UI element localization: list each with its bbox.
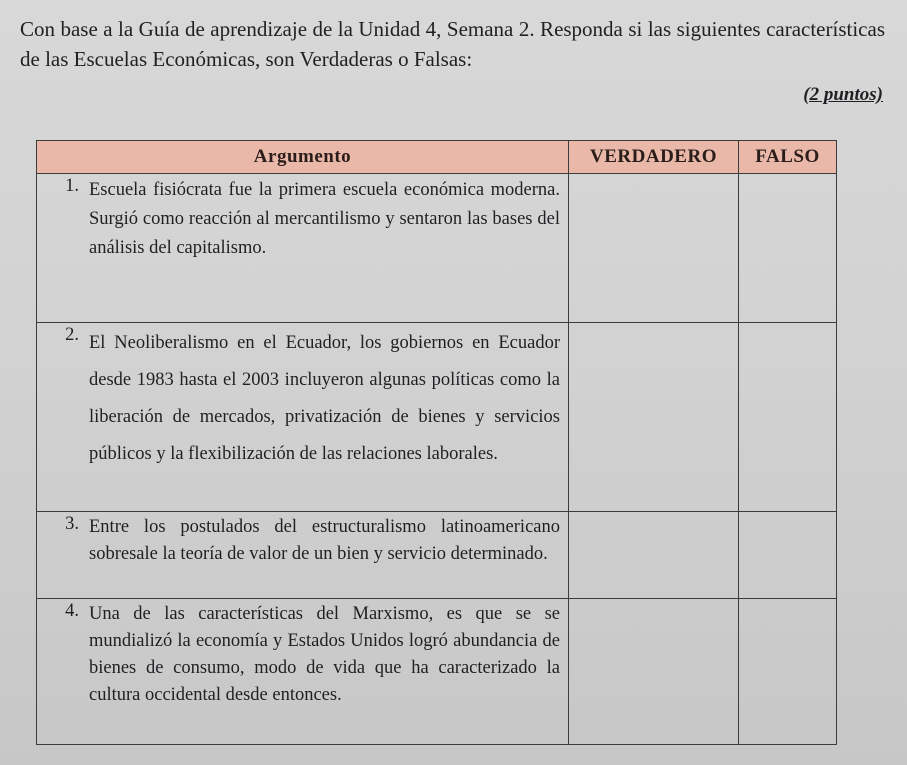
header-verdadero: VERDADERO xyxy=(569,141,739,174)
argument-text: Escuela fisiócrata fue la primera escuela económica moderna. Surgió como reacción al mercantilismo y sentaron las bases del análisis del capitalismo. xyxy=(89,180,560,258)
falso-answer-cell[interactable] xyxy=(739,174,837,323)
argument-number: 4. xyxy=(65,601,79,621)
argument-text: Una de las características del Marxismo, es que se se mundializó la economía y Estados Unidos logró abundancia de bienes de consumo, modo de vida que ha caracterizado la cultura occidental desde entonces. xyxy=(89,604,560,705)
points-label xyxy=(803,84,883,106)
falso-answer-cell[interactable] xyxy=(739,599,837,745)
table-row xyxy=(37,599,837,745)
verdadero-answer-cell[interactable] xyxy=(569,323,739,512)
argument-cell xyxy=(37,174,569,323)
verdadero-answer-cell[interactable] xyxy=(569,599,739,745)
argument-cell xyxy=(37,599,569,745)
falso-answer-cell[interactable] xyxy=(739,512,837,599)
argument-text: El Neoliberalismo en el Ecuador, los gobiernos en Ecuador desde 1983 hasta el 2003 incluyeron algunas políticas como la liberación de mercados, privatización de bienes y servicios públicos y la flexibilización de las relaciones laborales. xyxy=(89,333,560,464)
question-instruction: Con base a la Guía de aprendizaje de la Unidad 4, Semana 2. Responda si las siguientes características de las Escuelas Económicas, son Verdaderas o Falsas: xyxy=(20,17,885,71)
table-row xyxy=(37,512,837,599)
argument-number: 3. xyxy=(65,514,79,534)
table-row xyxy=(37,323,837,512)
falso-answer-cell[interactable] xyxy=(739,323,837,512)
true-false-table xyxy=(36,140,837,745)
argument-cell xyxy=(37,323,569,512)
verdadero-answer-cell[interactable] xyxy=(569,174,739,323)
argument-number: 1. xyxy=(65,176,79,196)
table-header-row xyxy=(37,141,837,174)
verdadero-answer-cell[interactable] xyxy=(569,512,739,599)
argument-text: Entre los postulados del estructuralismo latinoamericano sobresale la teoría de valor de un bien y servicio determinado. xyxy=(89,517,560,564)
header-argumento: Argumento xyxy=(37,141,569,174)
argument-number: 2. xyxy=(65,325,79,345)
table-row xyxy=(37,174,837,323)
argument-cell xyxy=(37,512,569,599)
points-value: (2 puntos) xyxy=(803,84,883,105)
header-falso: FALSO xyxy=(739,141,837,174)
